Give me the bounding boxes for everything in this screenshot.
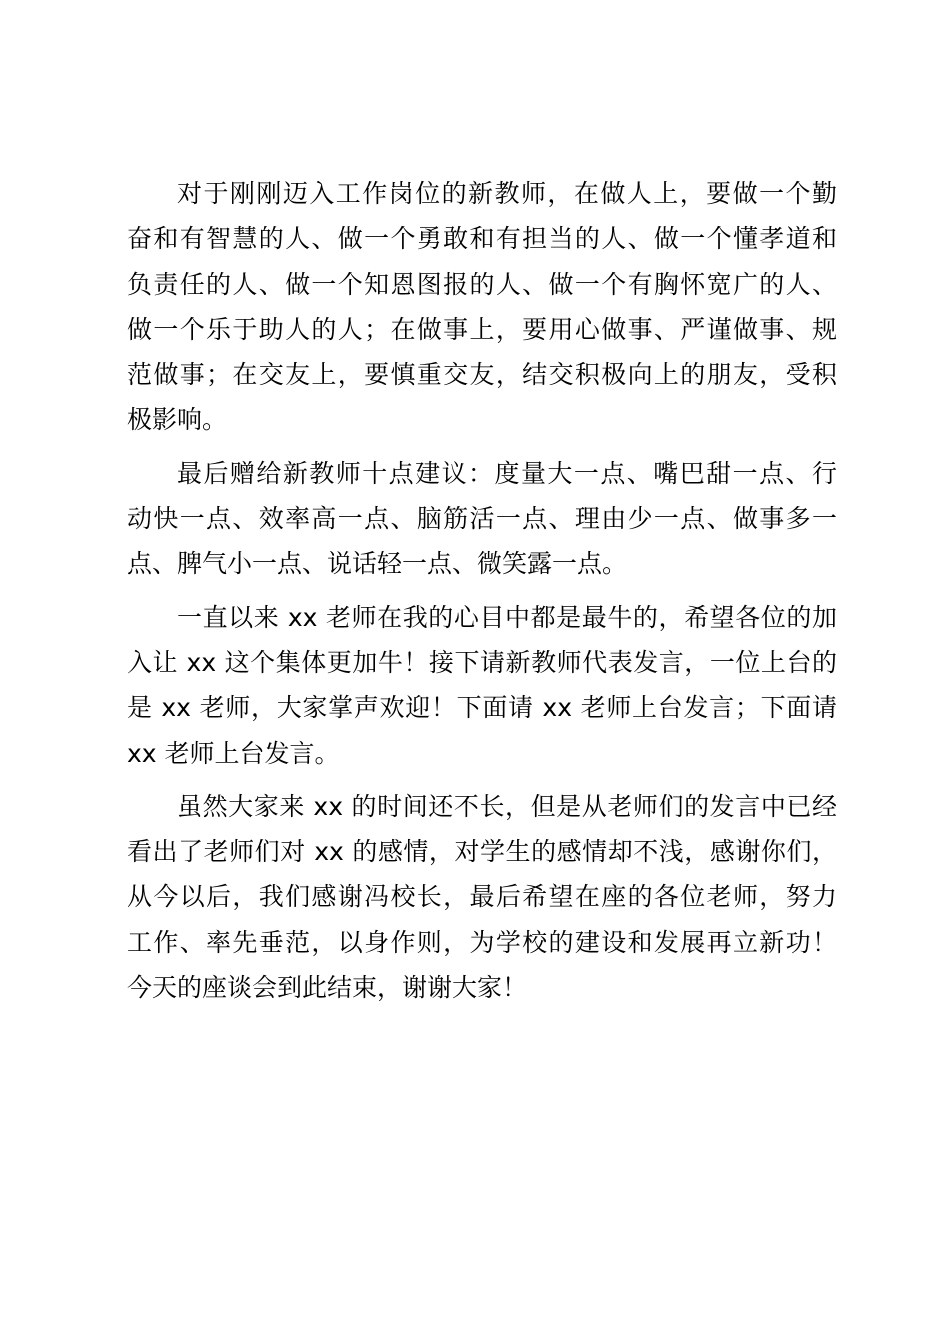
text-line: 负责任的人、做一个知恩图报的人、做一个有胸怀宽广的人、	[127, 269, 837, 299]
text-line: 范做事；在交友上，要慎重交友，结交积极向上的朋友，受积	[127, 360, 837, 390]
text-line: 工作、率先垂范，以身作则，为学校的建设和发展再立新功！	[127, 927, 837, 957]
text-line: 今天的座谈会到此结束，谢谢大家！	[127, 973, 528, 1003]
text-line: 入让 xx 这个集体更加牛！接下请新教师代表发言，一位上台的	[127, 647, 837, 677]
text-line: 奋和有智慧的人、做一个勇敢和有担当的人、做一个懂孝道和	[127, 224, 837, 254]
text-line: 对于刚刚迈入工作岗位的新教师，在做人上，要做一个勤	[177, 179, 837, 208]
paragraph-new-teacher-advice	[127, 171, 837, 443]
text-line: 极影响。	[127, 405, 228, 435]
paragraph-closing-remarks	[127, 784, 837, 1010]
text-line: xx 老师上台发言。	[127, 738, 340, 768]
paragraph-speaker-introduction	[127, 595, 837, 776]
text-line: 做一个乐于助人的人；在做事上，要用心做事、严谨做事、规	[127, 314, 837, 344]
text-line: 动快一点、效率高一点、脑筋活一点、理由少一点、做事多一	[127, 504, 837, 534]
paragraph-ten-suggestions	[127, 451, 837, 587]
document-body	[127, 171, 837, 1018]
text-line: 虽然大家来 xx 的时间还不长，但是从老师们的发言中已经	[177, 791, 837, 821]
text-line: 一直以来 xx 老师在我的心目中都是最牛的，希望各位的加	[177, 602, 837, 632]
text-line: 是 xx 老师，大家掌声欢迎！下面请 xx 老师上台发言；下面请	[127, 693, 837, 723]
text-line: 最后赠给新教师十点建议：度量大一点、嘴巴甜一点、行	[177, 458, 837, 488]
text-line: 点、脾气小一点、说话轻一点、微笑露一点。	[127, 549, 628, 579]
text-line: 从今以后，我们感谢冯校长，最后希望在座的各位老师，努力	[127, 882, 837, 912]
text-line: 看出了老师们对 xx 的感情，对学生的感情却不浅，感谢你们，	[127, 837, 837, 867]
